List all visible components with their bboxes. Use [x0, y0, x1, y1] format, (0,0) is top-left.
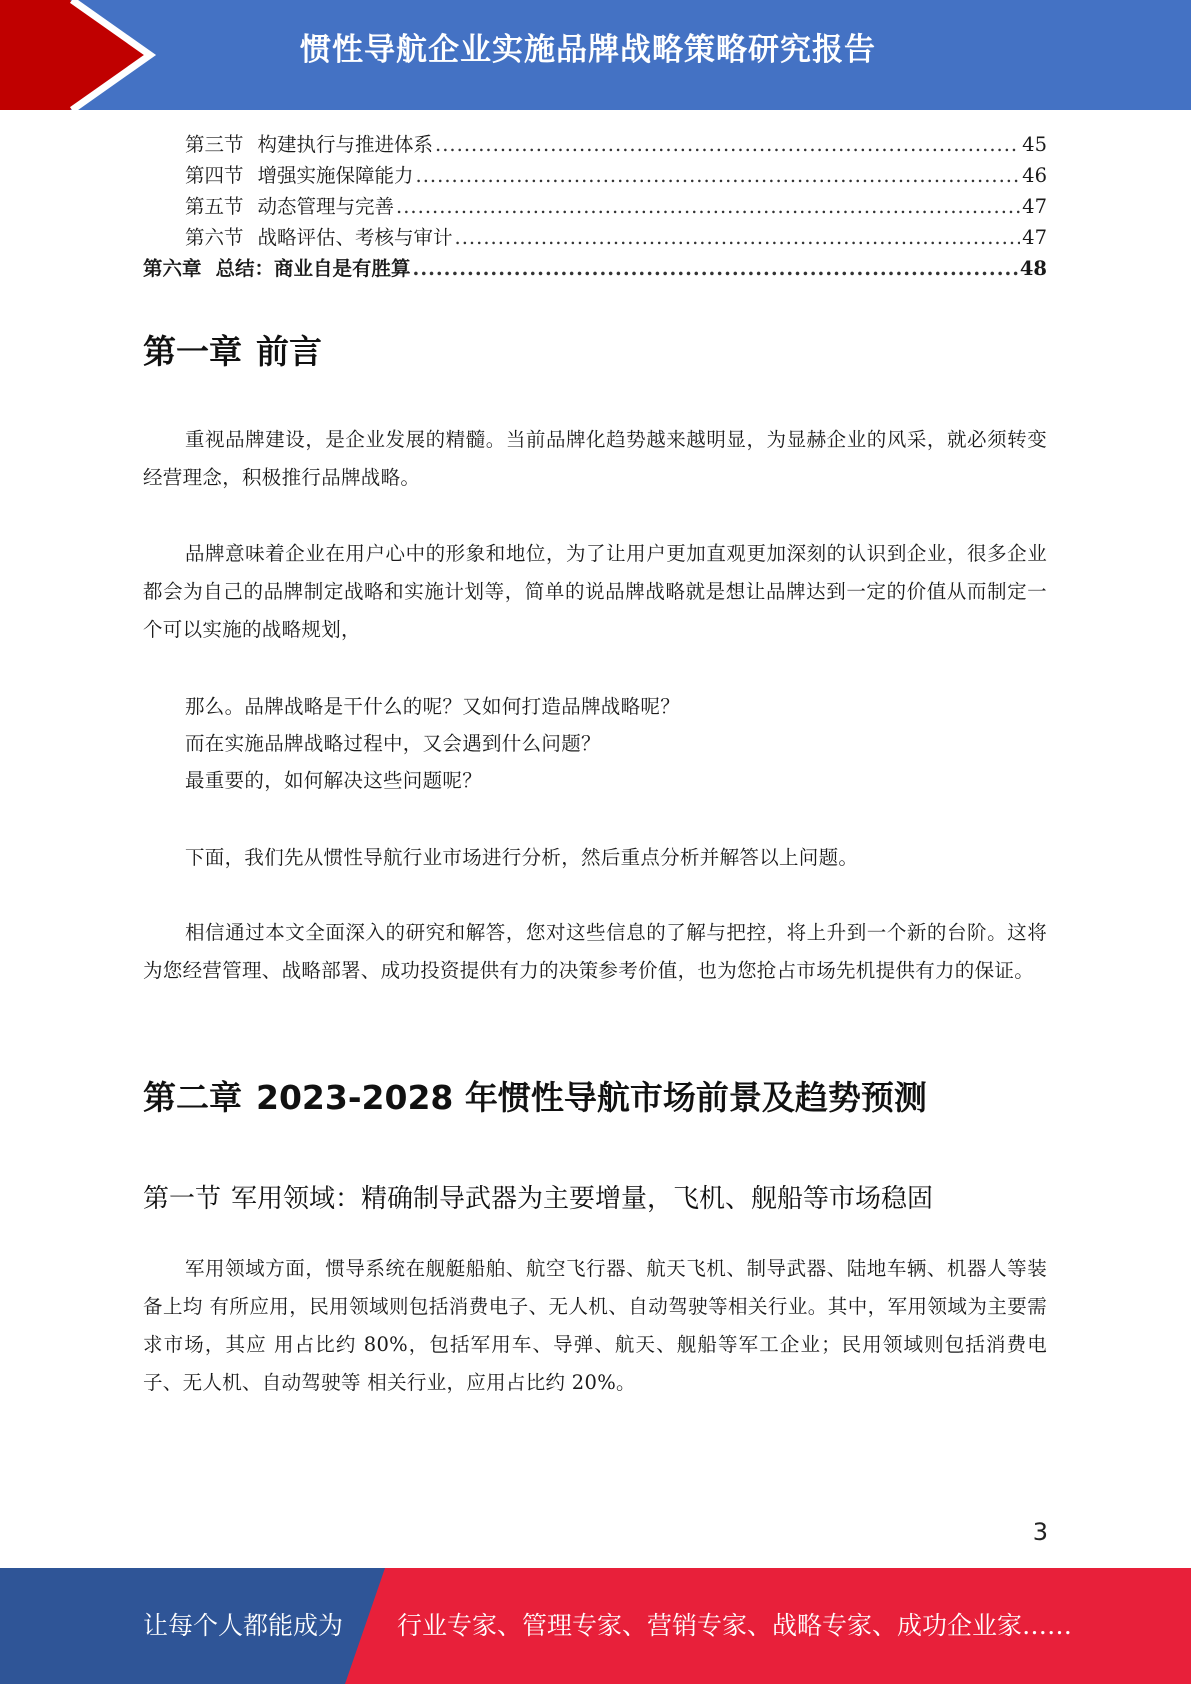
toc-entry-label: 构建执行与推进体系 [257, 133, 434, 156]
toc-entry[interactable] [143, 160, 1047, 191]
chapter-title: 前言 [256, 332, 322, 371]
page-footer [0, 1568, 1191, 1684]
chapter-1-heading [143, 326, 322, 373]
toc-entry[interactable] [143, 222, 1047, 253]
toc-entry-number: 第六节 [185, 226, 244, 249]
page-number: 3 [1032, 1518, 1048, 1546]
chapter-2-heading [143, 1072, 927, 1119]
toc-entry-label: 总结：商业自是有胜算 [215, 257, 411, 280]
toc-dot-leader [435, 133, 1020, 156]
toc-entry-page: 47 [1022, 195, 1047, 218]
question-line: 而在实施品牌战略过程中，又会遇到什么问题？ [185, 732, 601, 755]
toc-dot-leader [413, 257, 1018, 280]
red-chevron-decoration [0, 0, 160, 110]
toc-entry-number: 第三节 [185, 133, 244, 156]
toc-entry-chapter[interactable] [143, 253, 1047, 284]
toc-entry-number: 第四节 [185, 164, 244, 187]
toc-entry-label: 战略评估、考核与审计 [257, 226, 453, 249]
chapter-title: 2023-2028 年惯性导航市场前景及趋势预测 [256, 1078, 927, 1117]
toc-entry-label: 动态管理与完善 [257, 195, 395, 218]
question-line: 那么。品牌战略是干什么的呢？又如何打造品牌战略呢？ [185, 695, 681, 718]
toc-dot-leader [455, 226, 1021, 249]
paragraph: 军用领域方面，惯导系统在舰艇船舶、航空飞行器、航天飞机、制导武器、陆地车辆、机器人等装备上均 有所应用，民用领域则包括消费电子、无人机、自动驾驶等相关行业。其中，军用领域为主要需求市场，其应 用占比约 80%，包括军用车、导弹、航天、舰船等军工企业；民用领域则包括消费电子、无人机、自动驾驶等 相关行业，应用占比约 20%。 [143, 1257, 1047, 1394]
footer-slogan-left: 让每个人都能成为 [143, 1611, 344, 1640]
toc-entry[interactable] [143, 129, 1047, 160]
page-header [0, 0, 1191, 110]
toc-entry-page: 48 [1019, 257, 1047, 280]
section-number: 第一节 [143, 1184, 222, 1214]
chapter-number: 第一章 [143, 332, 242, 371]
section-1-heading [143, 1178, 933, 1215]
paragraph: 重视品牌建设，是企业发展的精髓。当前品牌化趋势越来越明显，为显赫企业的风采，就必须转变经营理念，积极推行品牌战略。 [143, 428, 1047, 489]
chapter-number: 第二章 [143, 1078, 242, 1117]
question-line: 最重要的，如何解决这些问题呢？ [185, 769, 483, 792]
toc-entry[interactable] [143, 191, 1047, 222]
toc-dot-leader [396, 195, 1020, 218]
toc-entry-label: 增强实施保障能力 [257, 164, 414, 187]
toc-entry-page: 45 [1022, 133, 1047, 156]
toc-dot-leader [416, 164, 1021, 187]
toc-entry-page: 46 [1022, 164, 1047, 187]
paragraph: 相信通过本文全面深入的研究和解答，您对这些信息的了解与把控，将上升到一个新的台阶。这将为您经营管理、战略部署、成功投资提供有力的决策参考价值，也为您抢占市场先机提供有力的保证。 [143, 921, 1047, 982]
section-title: 军用领域：精确制导武器为主要增量，飞机、舰船等市场稳固 [231, 1184, 934, 1214]
toc-entry-page: 47 [1022, 226, 1047, 249]
table-of-contents [143, 129, 1047, 284]
paragraph: 下面，我们先从惯性导航行业市场进行分析，然后重点分析并解答以上问题。 [185, 846, 859, 869]
paragraph: 品牌意味着企业在用户心中的形象和地位，为了让用户更加直观更加深刻的认识到企业，很多企业都会为自己的品牌制定战略和实施计划等，简单的说品牌战略就是想让品牌达到一定的价值从而制定一个可以实施的战略规划， [143, 542, 1047, 641]
footer-slogan-right: 行业专家、管理专家、营销专家、战略专家、成功企业家…… [397, 1611, 1073, 1640]
toc-entry-number: 第五节 [185, 195, 244, 218]
toc-entry-number: 第六章 [143, 257, 202, 280]
report-title: 惯性导航企业实施品牌战略策略研究报告 [300, 32, 876, 68]
